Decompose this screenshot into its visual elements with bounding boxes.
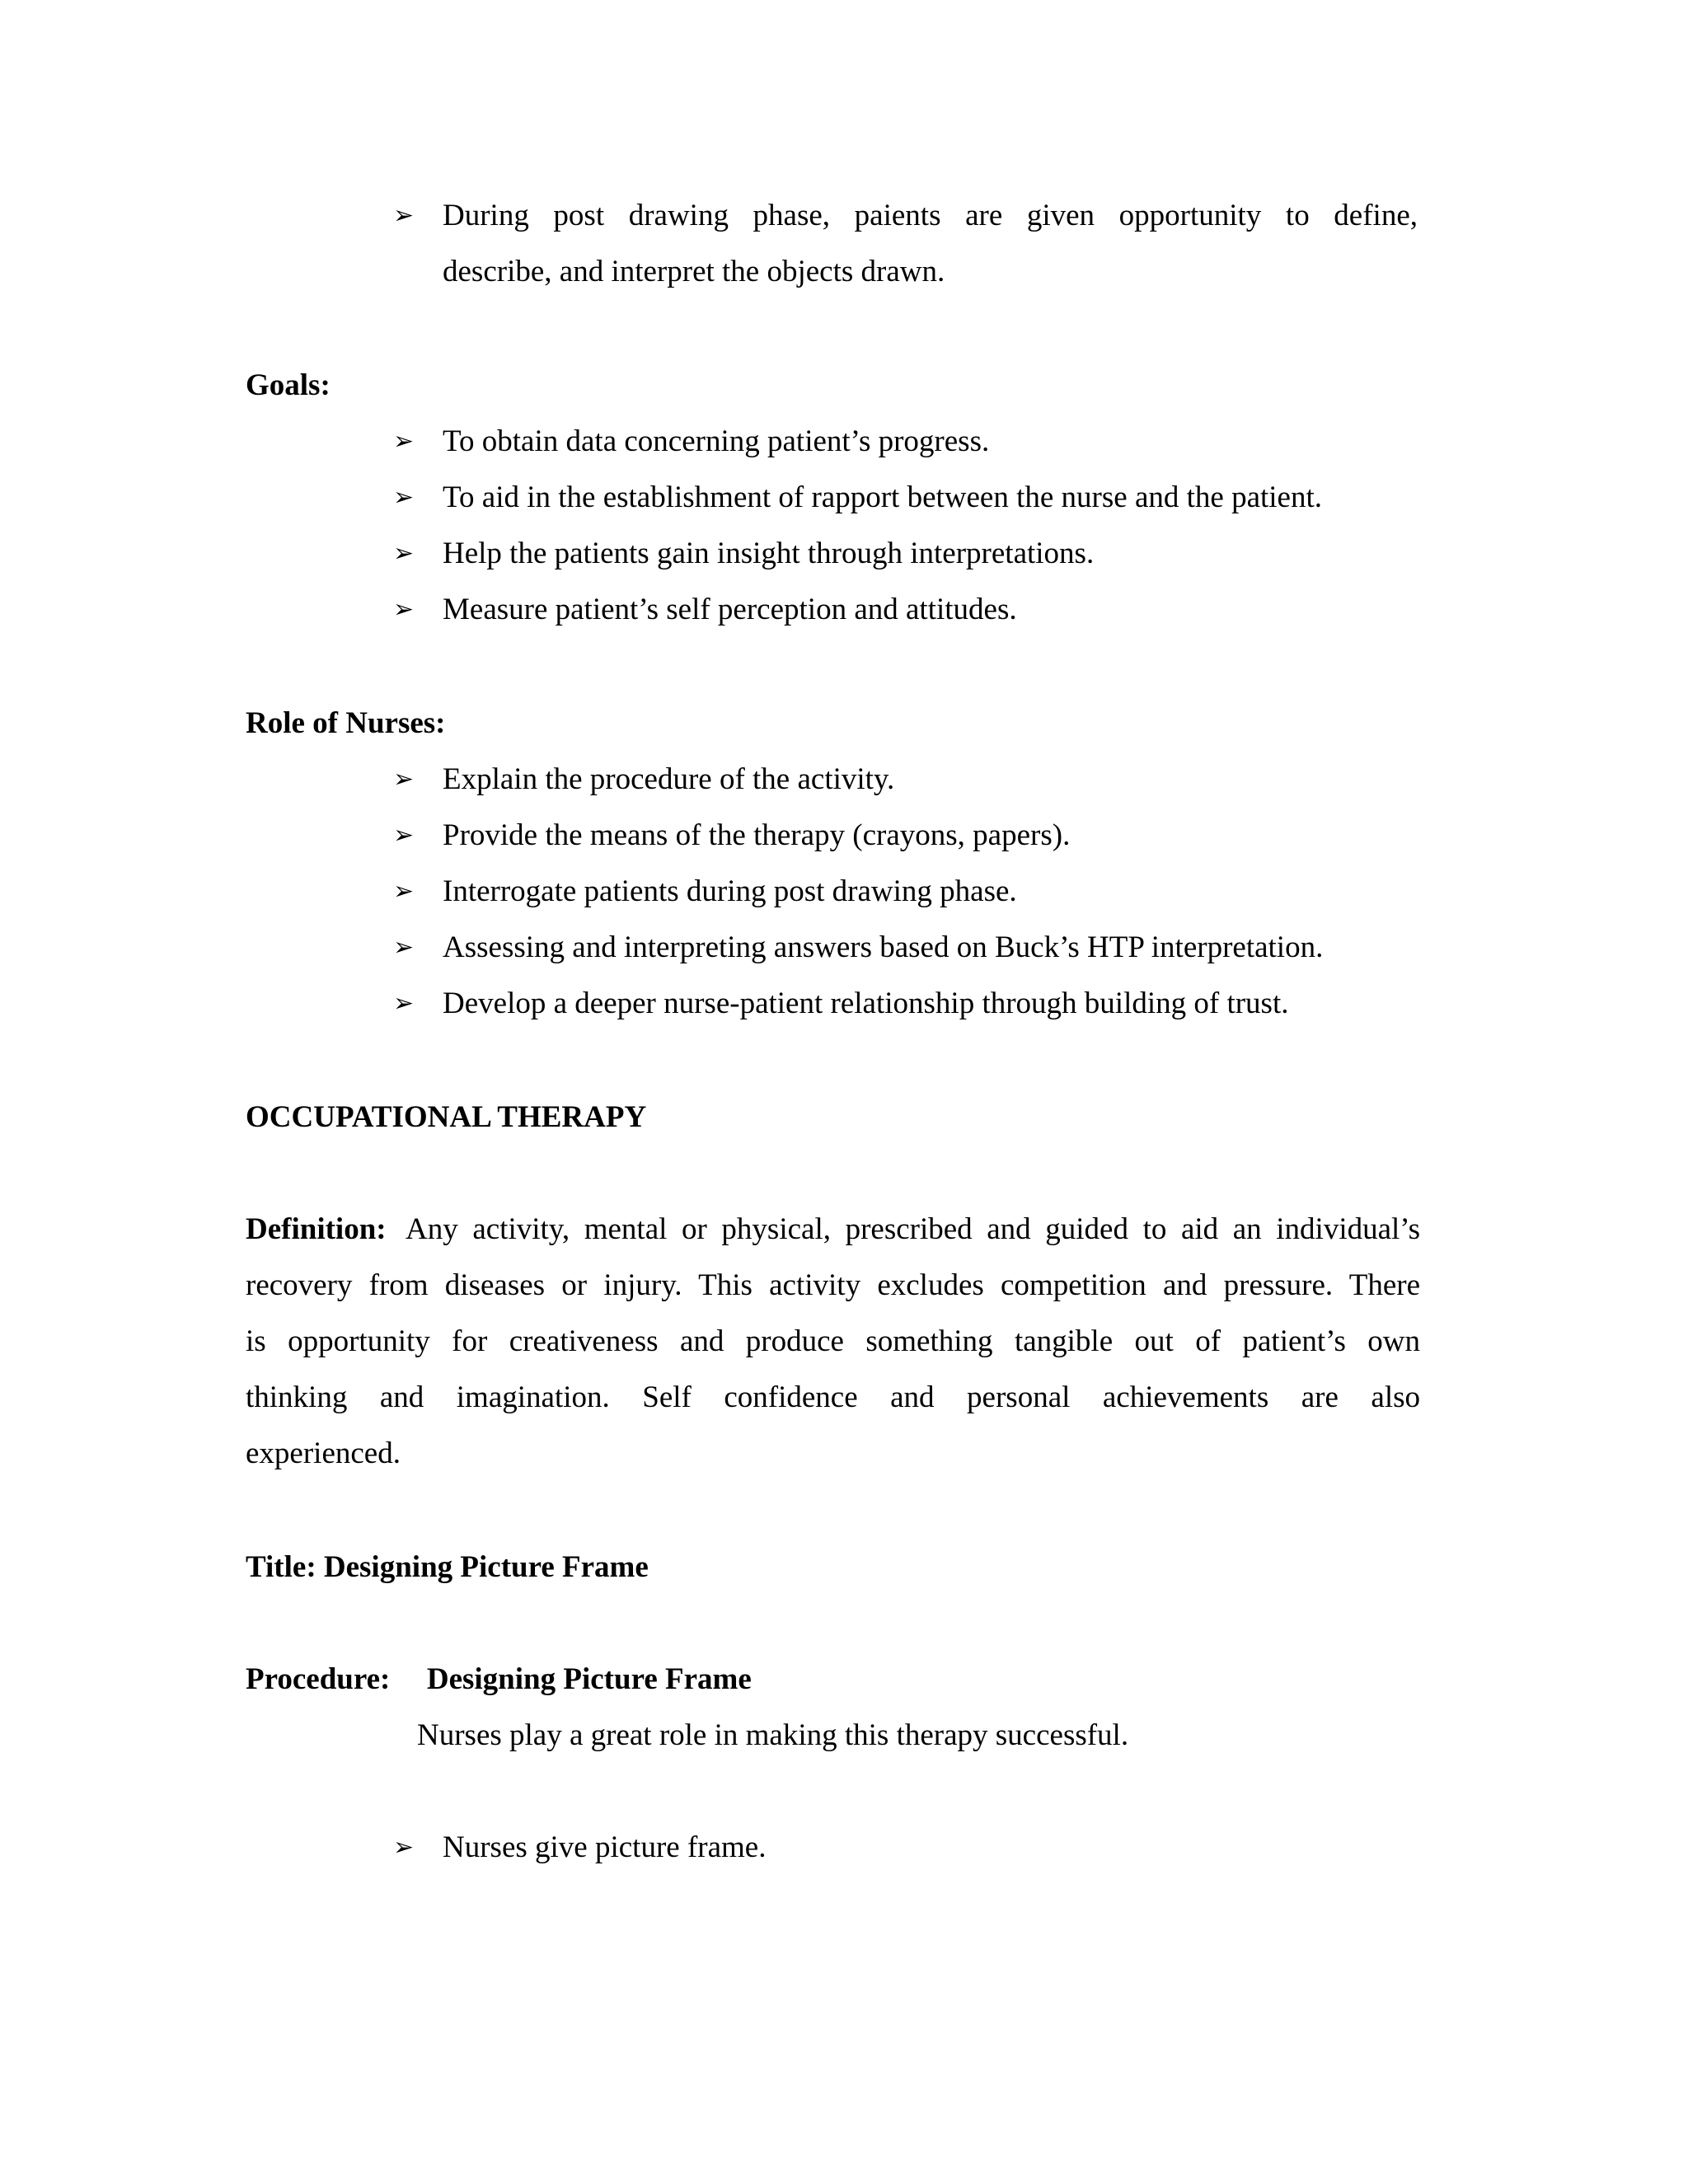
procedure-heading [246,1660,752,1699]
procedure-label: Procedure: [246,1662,391,1696]
arrowhead-bullet-icon: ➢ [393,483,415,512]
arrowhead-bullet-icon: ➢ [393,201,415,230]
procedure-item-text: Nurses give picture frame. [443,1830,767,1864]
definition-line-3: is opportunity for creativeness and produce something tangible out of patient’s own [246,1324,1420,1358]
procedure-note: Nurses play a great role in making this therapy successful. [417,1718,1129,1752]
arrowhead-bullet-icon: ➢ [393,1833,415,1862]
arrowhead-bullet-icon: ➢ [393,877,415,906]
definition-line-2: recovery from diseases or injury. This activity excludes competition and pressure. There [246,1268,1420,1302]
arrowhead-bullet-icon: ➢ [393,765,415,794]
goals-heading: Goals: [246,368,331,402]
intro-bullet [393,196,1418,236]
arrowhead-bullet-icon: ➢ [393,539,415,568]
definition-line-4: thinking and imagination. Self confidence and personal achievements are also [246,1380,1420,1414]
role-item-text: Develop a deeper nurse-patient relationship through building of trust. [443,987,1289,1020]
definition-line-5: experienced. [246,1436,401,1470]
intro-bullet-line-1: During post drawing phase, paients are given opportunity to define, [443,199,1418,232]
procedure-value: Designing Picture Frame [426,1662,752,1696]
title-line: Title: Designing Picture Frame [246,1550,649,1584]
occupational-therapy-heading: OCCUPATIONAL THERAPY [246,1100,647,1134]
definition-line-1: Any activity, mental or physical, prescribed and guided to aid an individual’s [406,1212,1420,1246]
intro-bullet-line-2: describe, and interpret the objects drawn. [443,255,945,288]
role-item-text: Assessing and interpreting answers based on Buck’s HTP interpretation. [443,930,1324,964]
definition-first-line [246,1210,1420,1249]
role-item-text: Interrogate patients during post drawing phase. [443,874,1017,908]
arrowhead-bullet-icon: ➢ [393,989,415,1018]
arrowhead-bullet-icon: ➢ [393,595,415,624]
arrowhead-bullet-icon: ➢ [393,427,415,456]
role-item-text: Provide the means of the therapy (crayons, papers). [443,818,1071,852]
role-of-nurses-heading: Role of Nurses: [246,706,446,740]
definition-label: Definition: [246,1212,387,1246]
goals-item-text: To obtain data concerning patient’s progress. [443,424,990,458]
goals-item-text: Help the patients gain insight through interpretations. [443,537,1095,570]
arrowhead-bullet-icon: ➢ [393,821,415,850]
role-item-text: Explain the procedure of the activity. [443,762,895,796]
goals-item-text: To aid in the establishment of rapport between the nurse and the patient. [443,480,1323,514]
goals-item-text: Measure patient’s self perception and attitudes. [443,593,1017,626]
arrowhead-bullet-icon: ➢ [393,933,415,962]
